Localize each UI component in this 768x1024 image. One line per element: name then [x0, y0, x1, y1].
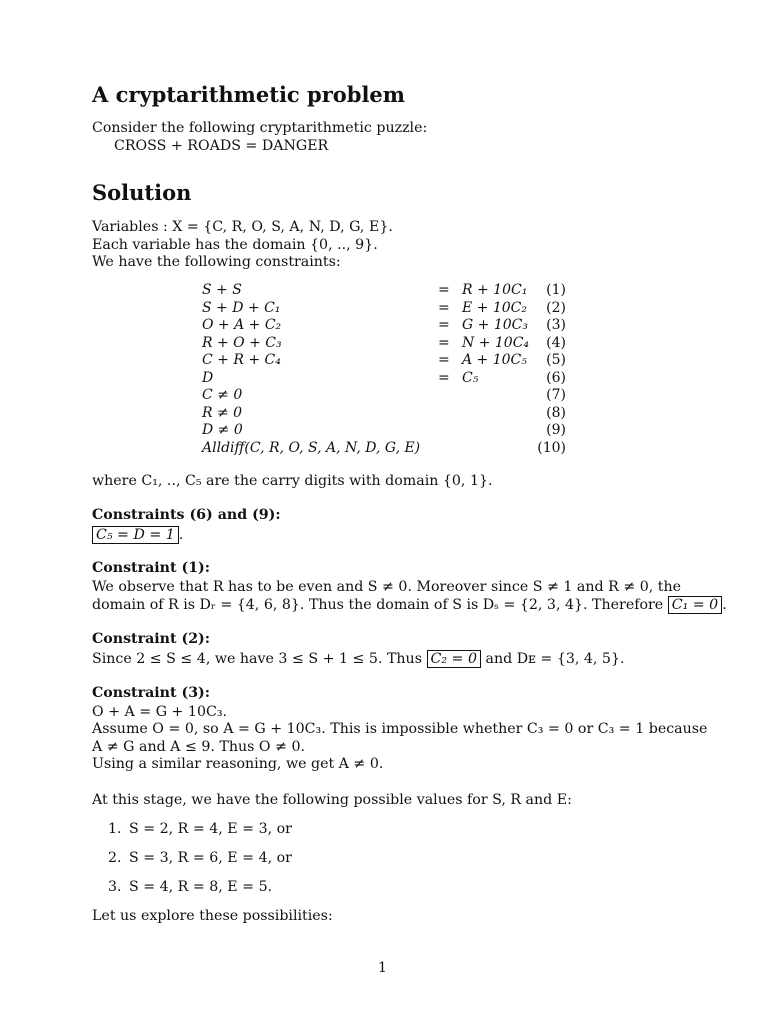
section-text-c3-line1: O + A = G + 10C₃. — [92, 704, 228, 720]
section-text-c1-line2 — [92, 596, 727, 614]
punctuation: . — [722, 597, 727, 613]
equation-lhs: Alldiff(C, R, O, S, A, N, D, G, E) — [202, 440, 421, 456]
section-text-c3-line3: A ≠ G and A ≤ 9. Thus O ≠ 0. — [92, 739, 305, 755]
equation-rhs: G + 10C₃ — [462, 317, 528, 333]
equation-lhs: D ≠ 0 — [202, 422, 243, 438]
constraints-intro: We have the following constraints: — [92, 254, 341, 270]
punctuation: . — [178, 527, 184, 543]
equation-lhs: C + R + C₄ — [202, 352, 281, 368]
equation-sign: = — [438, 317, 450, 333]
list-item: S = 3, R = 6, E = 4, or — [129, 850, 292, 866]
equation-lhs: O + A + C₂ — [202, 317, 282, 333]
intro-text: Consider the following cryptarithmetic puzzle: — [92, 120, 428, 136]
equation-number: (3) — [546, 317, 566, 333]
equation-number: (5) — [546, 352, 566, 368]
carry-note: where C₁, .., C₅ are the carry digits with domain {0, 1}. — [92, 473, 493, 489]
text-segment: domain of R is Dᵣ = {4, 6, 8}. Thus the domain of S is Dₛ = {2, 3, 4}. Therefore — [92, 597, 664, 613]
section-text-c2 — [92, 650, 625, 668]
section-text-c1-line1: We observe that R has to be even and S ≠ 0. Moreover since S ≠ 1 and R ≠ 0, the — [92, 579, 681, 595]
section-heading-c1: Constraint (1): — [92, 560, 211, 576]
boxed-result: C₅ = D = 1 — [92, 526, 179, 544]
equation-sign: = — [438, 352, 450, 368]
section-text-c3-line4: Using a similar reasoning, we get A ≠ 0. — [92, 756, 384, 772]
equation-rhs: C₅ — [462, 370, 479, 386]
list-item-number: 1. — [108, 821, 122, 837]
equation-number: (10) — [537, 440, 566, 456]
variables-line: Variables : X = {C, R, O, S, A, N, D, G, E}. — [92, 219, 393, 235]
equation-number: (4) — [546, 335, 566, 351]
equation-number: (6) — [546, 370, 566, 386]
list-item: S = 2, R = 4, E = 3, or — [129, 821, 292, 837]
equation-lhs: D — [202, 370, 214, 386]
equation-number: (7) — [546, 387, 566, 403]
boxed-result: C₁ = 0 — [668, 596, 722, 614]
equation-number: (8) — [546, 405, 566, 421]
page-title: A cryptarithmetic problem — [92, 82, 406, 107]
section-heading-c3: Constraint (3): — [92, 685, 211, 701]
stage-text: At this stage, we have the following possible values for S, R and E: — [92, 792, 572, 808]
equation-rhs: R + 10C₁ — [462, 282, 528, 298]
puzzle-text: CROSS + ROADS = DANGER — [114, 138, 329, 154]
equation-number: (2) — [546, 300, 566, 316]
domain-line: Each variable has the domain {0, .., 9}. — [92, 237, 378, 253]
text-segment: and Dᴇ = {3, 4, 5}. — [485, 651, 625, 667]
equation-rhs: A + 10C₅ — [462, 352, 527, 368]
equation-number: (1) — [546, 282, 566, 298]
boxed-result: C₂ = 0 — [427, 650, 481, 668]
equation-lhs: S + S — [202, 282, 242, 298]
equation-sign: = — [438, 335, 450, 351]
list-item: S = 4, R = 8, E = 5. — [129, 879, 273, 895]
solution-heading: Solution — [92, 180, 192, 205]
equation-lhs: R ≠ 0 — [202, 405, 243, 421]
text-segment: Since 2 ≤ S ≤ 4, we have 3 ≤ S + 1 ≤ 5. Thus — [92, 651, 422, 667]
page-number: 1 — [378, 960, 387, 976]
equation-rhs: N + 10C₄ — [462, 335, 530, 351]
section-heading-c69: Constraints (6) and (9): — [92, 507, 281, 523]
equation-number: (9) — [546, 422, 566, 438]
section-text-c3-line2: Assume O = 0, so A = G + 10C₃. This is impossible whether C₃ = 0 or C₃ = 1 because — [92, 721, 708, 737]
explore-text: Let us explore these possibilities: — [92, 908, 333, 924]
list-item-number: 3. — [108, 879, 122, 895]
equation-rhs: E + 10C₂ — [462, 300, 527, 316]
list-item-number: 2. — [108, 850, 122, 866]
section-body-c69 — [92, 526, 183, 544]
section-heading-c2: Constraint (2): — [92, 631, 211, 647]
equation-lhs: S + D + C₁ — [202, 300, 281, 316]
equation-sign: = — [438, 282, 450, 298]
equation-lhs: C ≠ 0 — [202, 387, 243, 403]
equation-sign: = — [438, 300, 450, 316]
equation-lhs: R + O + C₃ — [202, 335, 282, 351]
equation-sign: = — [438, 370, 450, 386]
